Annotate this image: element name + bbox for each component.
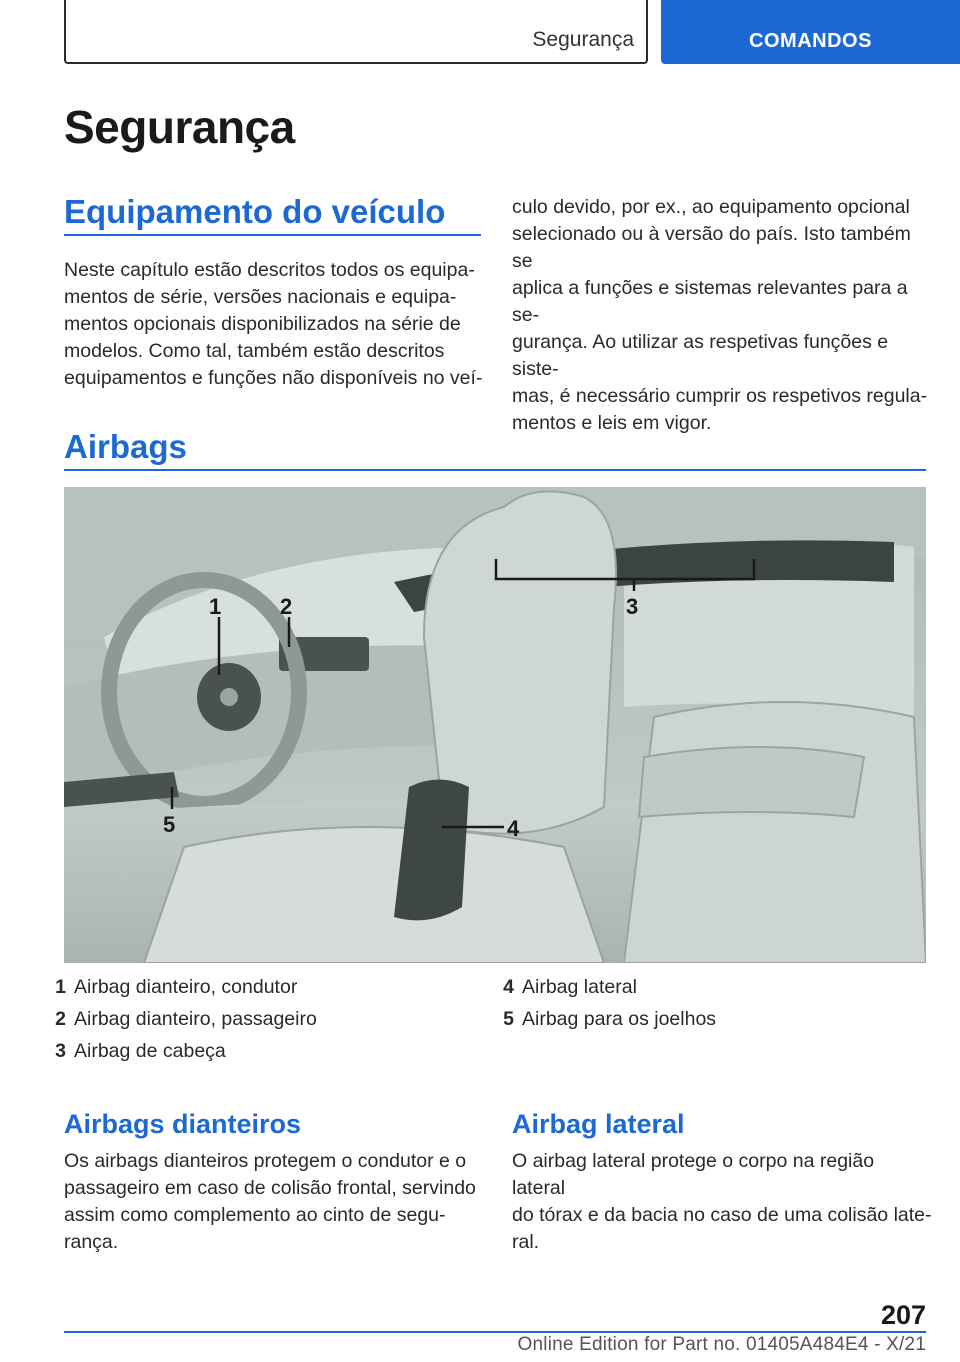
text-line: Os airbags dianteiros protegem o condutor e o: [64, 1150, 467, 1172]
text-line: assim como complemento ao cinto de segu‐: [64, 1204, 446, 1226]
callout-2: 2: [280, 594, 293, 619]
footer-edition: Online Edition for Part no. 01405A484E4 - X/21: [517, 1334, 926, 1355]
text-line: Neste capítulo estão descritos todos os equipa‐: [64, 259, 475, 281]
text-line: culo devido, por ex., ao equipamento opcional: [512, 196, 910, 218]
page-number: 207: [880, 1300, 926, 1330]
airbags-heading: Airbags: [64, 428, 187, 465]
front-airbags-heading: Airbags dianteiros: [64, 1109, 302, 1139]
car-interior-drawing: [64, 487, 926, 963]
callout-3: 3: [626, 594, 639, 619]
front-airbags-text: [64, 1148, 484, 1256]
legend-item: [44, 1008, 464, 1040]
vehicle-equipment-rule: [64, 234, 481, 236]
side-airbag-text: [512, 1148, 932, 1256]
legend-text: Airbag dianteiro, passageiro: [74, 1008, 317, 1030]
text-line: gurança. Ao utilizar as respetivas funções e siste‐: [512, 331, 889, 380]
legend-item: [44, 976, 464, 1008]
footer-rule: [64, 1331, 926, 1333]
legend-number: 3: [55, 1040, 66, 1062]
text-line: do tórax e da bacia no caso de uma colisão late‐: [512, 1204, 932, 1226]
legend-number: 4: [503, 976, 514, 998]
text-line: mentos opcionais disponibilizados na série de: [64, 313, 461, 335]
legend-number: 5: [503, 1008, 514, 1030]
legend-text: Airbag de cabeça: [74, 1040, 226, 1062]
header-chapter-label: COMANDOS: [749, 30, 872, 52]
text-line: mas, é necessário cumprir os respetivos regula‐: [512, 385, 928, 407]
text-line: equipamentos e funções não disponíveis no veí‐: [64, 367, 483, 389]
legend-item: [492, 976, 912, 1008]
legend-text: Airbag dianteiro, condutor: [74, 976, 298, 998]
legend-text: Airbag para os joelhos: [522, 1008, 717, 1030]
side-airbag-heading: Airbag lateral: [512, 1109, 685, 1139]
legend-item: [492, 1008, 912, 1040]
text-line: mentos de série, versões nacionais e equipa‐: [64, 286, 457, 308]
header-section-label: Segurança: [532, 28, 634, 51]
text-line: ral.: [512, 1231, 540, 1253]
vehicle-equipment-heading: Equipamento do veículo: [64, 193, 446, 230]
callout-4: 4: [507, 816, 520, 841]
legend-item: [44, 1040, 464, 1072]
text-line: modelos. Como tal, também estão descritos: [64, 340, 445, 362]
text-line: passageiro em caso de colisão frontal, servindo: [64, 1177, 476, 1199]
vehicle-equipment-col1: [64, 257, 484, 392]
airbags-rule: [64, 469, 926, 471]
callout-5: 5: [163, 812, 176, 837]
airbag-locations-illustration: [64, 487, 926, 963]
text-line: O airbag lateral protege o corpo na região lateral: [512, 1150, 875, 1199]
text-line: rança.: [64, 1231, 119, 1253]
text-line: aplica a funções e sistemas relevantes para a se‐: [512, 277, 908, 326]
text-line: mentos e leis em vigor.: [512, 412, 712, 434]
airbags-legend-left: [44, 976, 464, 1072]
vehicle-equipment-col2: [512, 194, 932, 437]
header-section-tab: [64, 0, 648, 64]
airbags-legend-right: [492, 976, 912, 1040]
page-title: Segurança: [64, 101, 295, 153]
legend-text: Airbag lateral: [522, 976, 637, 998]
header-chapter-tab: [661, 0, 960, 64]
legend-number: 1: [55, 976, 66, 998]
text-line: selecionado ou à versão do país. Isto também se: [512, 223, 911, 272]
legend-number: 2: [55, 1008, 66, 1030]
callout-1: 1: [209, 594, 222, 619]
